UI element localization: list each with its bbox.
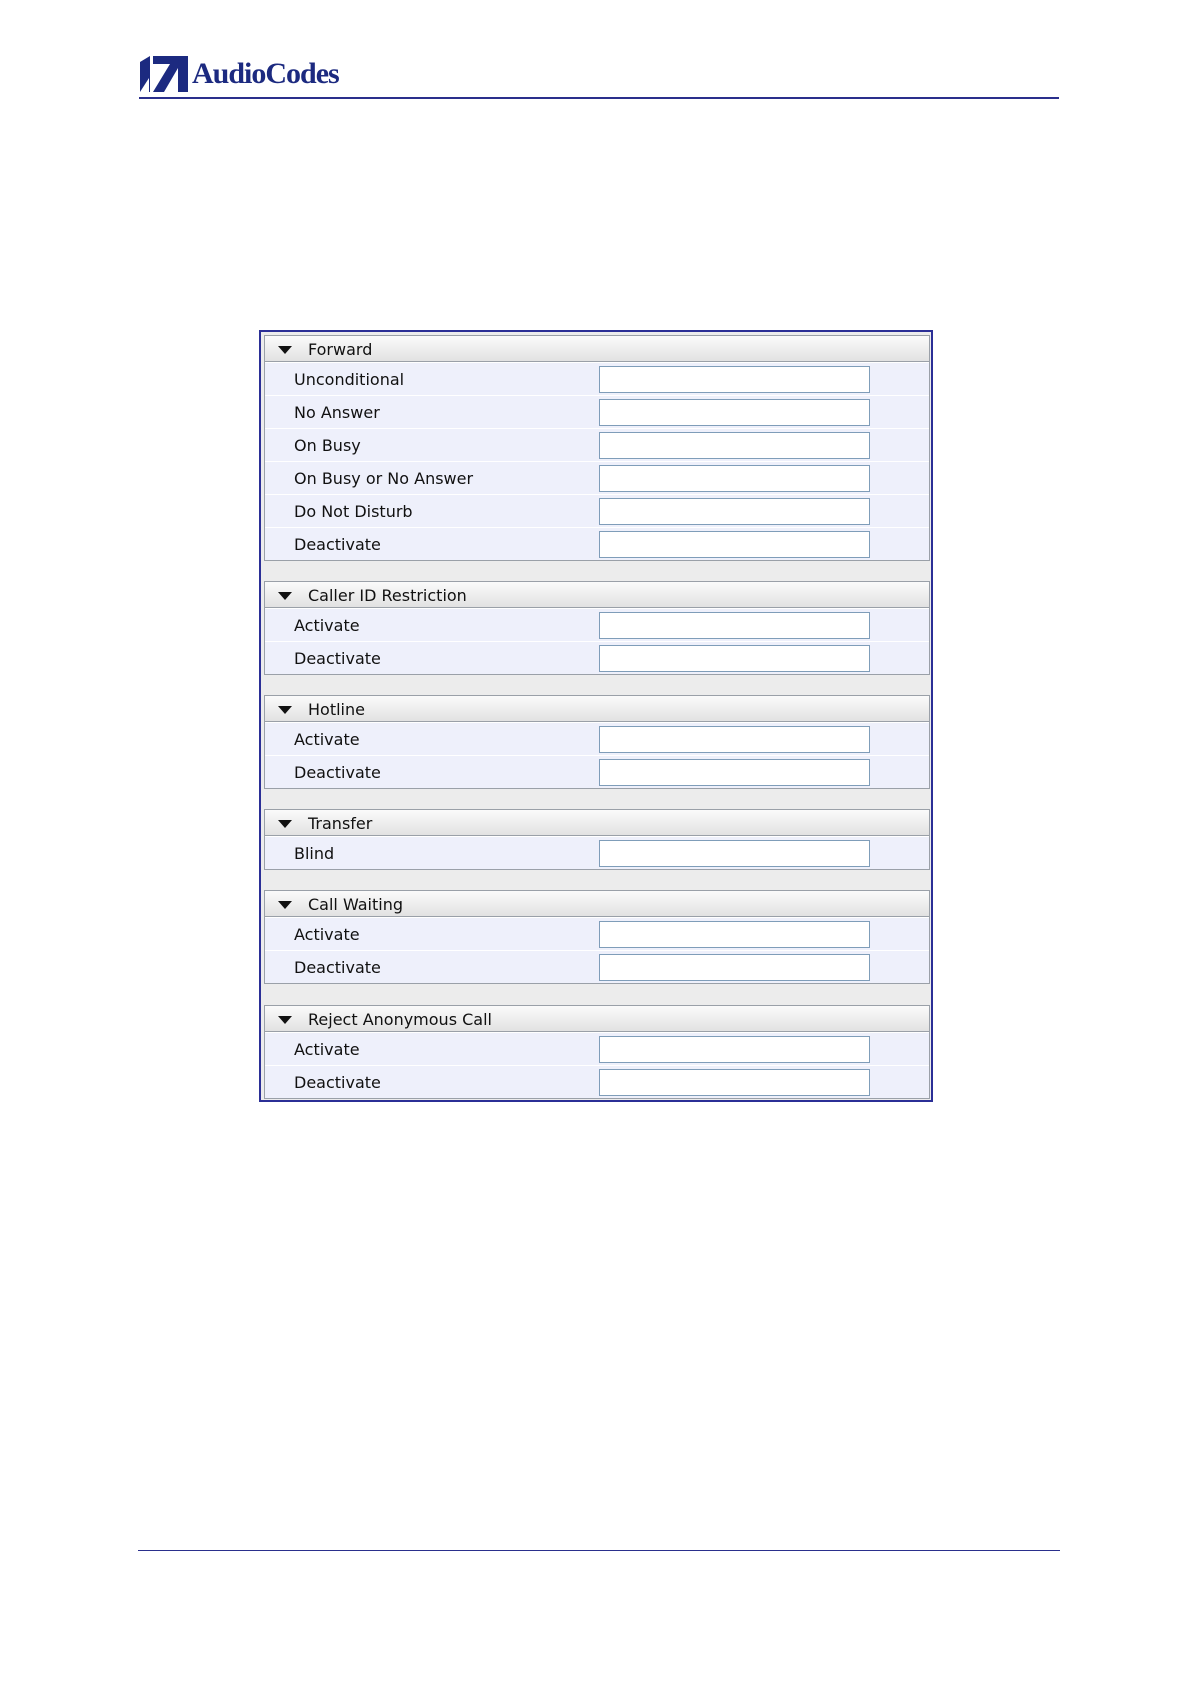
do-not-disturb-input[interactable] <box>599 498 870 525</box>
collapse-triangle-icon[interactable] <box>278 1016 292 1024</box>
field-label: Blind <box>294 844 335 863</box>
field-label: Activate <box>294 1040 360 1059</box>
section-transfer <box>264 809 930 870</box>
collapse-triangle-icon[interactable] <box>278 346 292 354</box>
form-row <box>265 362 929 395</box>
transfer-blind-input[interactable] <box>599 840 870 867</box>
logo-text: AudioCodes <box>192 57 339 90</box>
section-hotline <box>264 695 930 789</box>
forward-deactivate-input[interactable] <box>599 531 870 558</box>
collapse-triangle-icon[interactable] <box>278 901 292 909</box>
field-label: On Busy or No Answer <box>294 469 474 488</box>
section-header[interactable] <box>265 336 929 362</box>
caller-id-deactivate-input[interactable] <box>599 645 870 672</box>
form-row <box>265 1032 929 1065</box>
feature-key-form <box>259 330 933 1102</box>
form-row <box>265 395 929 428</box>
on-busy-or-no-answer-input[interactable] <box>599 465 870 492</box>
field-label: Activate <box>294 925 360 944</box>
section-call-waiting <box>264 890 930 984</box>
on-busy-input[interactable] <box>599 432 870 459</box>
no-answer-input[interactable] <box>599 399 870 426</box>
section-title: Transfer <box>308 814 373 833</box>
collapse-triangle-icon[interactable] <box>278 592 292 600</box>
field-label: Deactivate <box>294 535 381 554</box>
form-row <box>265 461 929 494</box>
section-title: Call Waiting <box>308 895 404 914</box>
form-row <box>265 917 929 950</box>
form-row <box>265 755 929 788</box>
section-header[interactable] <box>265 1006 929 1032</box>
section-caller-id-restriction <box>264 581 930 675</box>
field-label: No Answer <box>294 403 380 422</box>
field-label: Deactivate <box>294 649 381 668</box>
field-label: Deactivate <box>294 1073 381 1092</box>
collapse-triangle-icon[interactable] <box>278 706 292 714</box>
section-title: Forward <box>308 340 373 359</box>
field-label: On Busy <box>294 436 361 455</box>
field-label: Unconditional <box>294 370 405 389</box>
form-row <box>265 950 929 983</box>
hotline-deactivate-input[interactable] <box>599 759 870 786</box>
audiocodes-logo-icon <box>140 56 188 92</box>
call-waiting-activate-input[interactable] <box>599 921 870 948</box>
form-row <box>265 1065 929 1098</box>
call-waiting-deactivate-input[interactable] <box>599 954 870 981</box>
section-title: Caller ID Restriction <box>308 586 467 605</box>
form-row <box>265 494 929 527</box>
section-forward <box>264 335 930 561</box>
section-reject-anonymous-call <box>264 1005 930 1099</box>
field-label: Activate <box>294 616 360 635</box>
field-label: Deactivate <box>294 958 381 977</box>
form-row <box>265 836 929 869</box>
section-header[interactable] <box>265 891 929 917</box>
field-label: Do Not Disturb <box>294 502 413 521</box>
unconditional-input[interactable] <box>599 366 870 393</box>
form-row <box>265 641 929 674</box>
field-label: Deactivate <box>294 763 381 782</box>
collapse-triangle-icon[interactable] <box>278 820 292 828</box>
section-header[interactable] <box>265 810 929 836</box>
audiocodes-logo <box>140 54 339 94</box>
section-title: Reject Anonymous Call <box>308 1010 492 1029</box>
form-row <box>265 428 929 461</box>
section-header[interactable] <box>265 696 929 722</box>
reject-anonymous-activate-input[interactable] <box>599 1036 870 1063</box>
section-title: Hotline <box>308 700 365 719</box>
section-header[interactable] <box>265 582 929 608</box>
field-label: Activate <box>294 730 360 749</box>
reject-anonymous-deactivate-input[interactable] <box>599 1069 870 1096</box>
form-row <box>265 608 929 641</box>
caller-id-activate-input[interactable] <box>599 612 870 639</box>
hotline-activate-input[interactable] <box>599 726 870 753</box>
header-rule <box>139 97 1059 99</box>
form-row <box>265 527 929 560</box>
footer-rule <box>138 1550 1060 1551</box>
form-row <box>265 722 929 755</box>
